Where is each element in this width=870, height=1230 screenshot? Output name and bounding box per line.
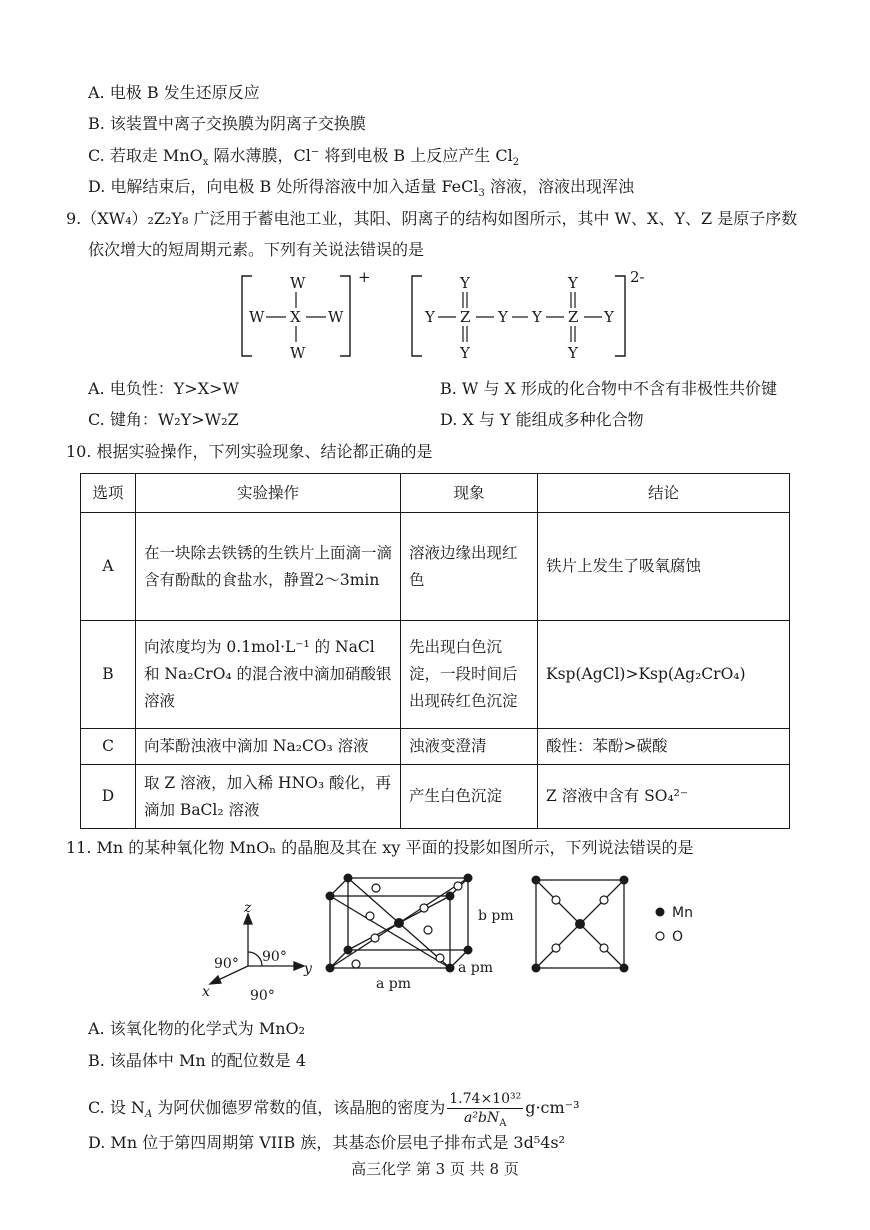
dim-a-label-2: a pm [458, 960, 494, 976]
legend-mn-marker [656, 908, 665, 917]
q10-stem: 10. 根据实验操作，下列实验现象、结论都正确的是 [66, 442, 433, 461]
legend-o-marker [656, 932, 664, 940]
legend-o-label: O [672, 929, 684, 945]
svg-text:z: z [244, 900, 252, 916]
dim-a-label-1: a pm [376, 976, 412, 992]
atom-w-right: W [328, 308, 344, 326]
atom-w-bottom: W [290, 344, 306, 362]
density-fraction: $\frac{\text{1.74×10³²}}{a^2bN_A}$ [449, 1091, 522, 1129]
svg-text:Y: Y [568, 274, 578, 292]
svg-text:90°: 90° [250, 988, 275, 1004]
svg-text:90°: 90° [214, 956, 239, 972]
experiment-table [80, 473, 790, 829]
svg-text:Y: Y [460, 344, 470, 362]
q11-option-a: A. 该氧化物的化学式为 MnO₂ [88, 1019, 306, 1038]
q11-option-b: B. 该晶体中 Mn 的配位数是 4 [88, 1051, 307, 1070]
svg-text:Y: Y [498, 308, 508, 326]
q9-option-c: C. 键角：W₂Y>W₂Z [88, 410, 239, 429]
svg-text:Y: Y [568, 344, 578, 362]
table-row: C 向苯酚浊液中滴加 Na₂CO₃ 溶液 浊液变澄清 酸性：苯酚>碳酸 [81, 729, 790, 765]
svg-text:Y: Y [460, 274, 470, 292]
header-operation: 实验操作 [136, 474, 401, 513]
q11-stem: 11. Mn 的某种氧化物 MnOₙ 的晶胞及其在 xy 平面的投影如图所示，下列说法错误的是 [66, 838, 694, 857]
svg-text:Y: Y [425, 308, 435, 326]
svg-text:y: y [304, 961, 312, 977]
svg-text:90°: 90° [262, 949, 287, 965]
q9-option-d: D. X 与 Y 能组成多种化合物 [440, 410, 644, 429]
atom-x: X [290, 308, 301, 326]
q8-option-d: D. 电解结束后，向电极 B 处所得溶液中加入适量 FeCl$_3$ 溶液，溶液出现浑浊 [88, 177, 634, 200]
svg-text:Y: Y [604, 308, 614, 326]
ion-structure-diagram [230, 268, 650, 368]
q8-option-a: A. 电极 B 发生还原反应 [88, 83, 260, 102]
atom-z-right: Z [568, 308, 579, 326]
crystal-cell-diagram [200, 868, 720, 1008]
q9-option-a: A. 电负性：Y>X>W [88, 379, 239, 398]
q11-option-c: C. 设 $N_A$ 为阿伏伽德罗常数的值，该晶胞的密度为 $\frac{\text{1.74×10³²}}{a^2bN_A}$ g·cm⁻³ [88, 1091, 580, 1129]
header-conclusion: 结论 [538, 474, 790, 513]
q8-option-c: C. 若取走 MnO$_x$ 隔水薄膜，Cl− 将到电极 B 上反应产生 $Cl_2$ [88, 146, 520, 169]
q11-option-d: D. Mn 位于第四周期第 VIIB 族，其基态价层电子排布式是 3d⁵4s² [88, 1133, 566, 1152]
q9-option-b: B. W 与 X 形成的化合物中不含有非极性共价键 [440, 379, 778, 398]
q9-stem-line1: 9.（XW₄）₂Z₂Y₈ 广泛用于蓄电池工业，其阳、阴离子的结构如图所示，其中 W、X、Y、Z 是原子序数 [66, 209, 798, 228]
q9-stem-line2: 依次增大的短周期元素。下列有关说法错误的是 [88, 240, 425, 259]
table-row: D 取 Z 溶液，加入稀 HNO₃ 酸化，再滴加 BaCl₂ 溶液 产生白色沉淀 Z 溶液中含有 SO₄²⁻ [81, 765, 790, 829]
dim-b-label: b pm [478, 908, 514, 924]
table-row: A 在一块除去铁锈的生铁片上面滴一滴含有酚酞的食盐水，静置2～3min 溶液边缘出现红色 铁片上发生了吸氧腐蚀 [81, 513, 790, 621]
legend-mn-label: Mn [672, 905, 693, 921]
svg-text:Y: Y [532, 308, 542, 326]
table-row: B 向浓度均为 0.1mol·L⁻¹ 的 NaCl 和 Na₂CrO₄ 的混合液中滴加硝酸银溶液 先出现白色沉淀，一段时间后出现砖红色沉淀 Ksp(AgCl)>Ksp(Ag₂CrO₄) [81, 621, 790, 729]
atom-z-left: Z [460, 308, 471, 326]
atom-w-top: W [290, 274, 306, 292]
header-option: 选项 [81, 474, 136, 513]
mn-center [394, 918, 404, 928]
svg-text:x: x [202, 984, 210, 1000]
table-header-row [81, 474, 790, 513]
page-footer: 高三化学 第 3 页 共 8 页 [351, 1160, 519, 1178]
header-phenomenon: 现象 [401, 474, 538, 513]
atom-w-left: W [249, 308, 265, 326]
q8-option-b: B. 该装置中离子交换膜为阴离子交换膜 [88, 114, 366, 133]
anion-charge: 2- [630, 268, 645, 286]
cation-charge: + [358, 268, 371, 286]
